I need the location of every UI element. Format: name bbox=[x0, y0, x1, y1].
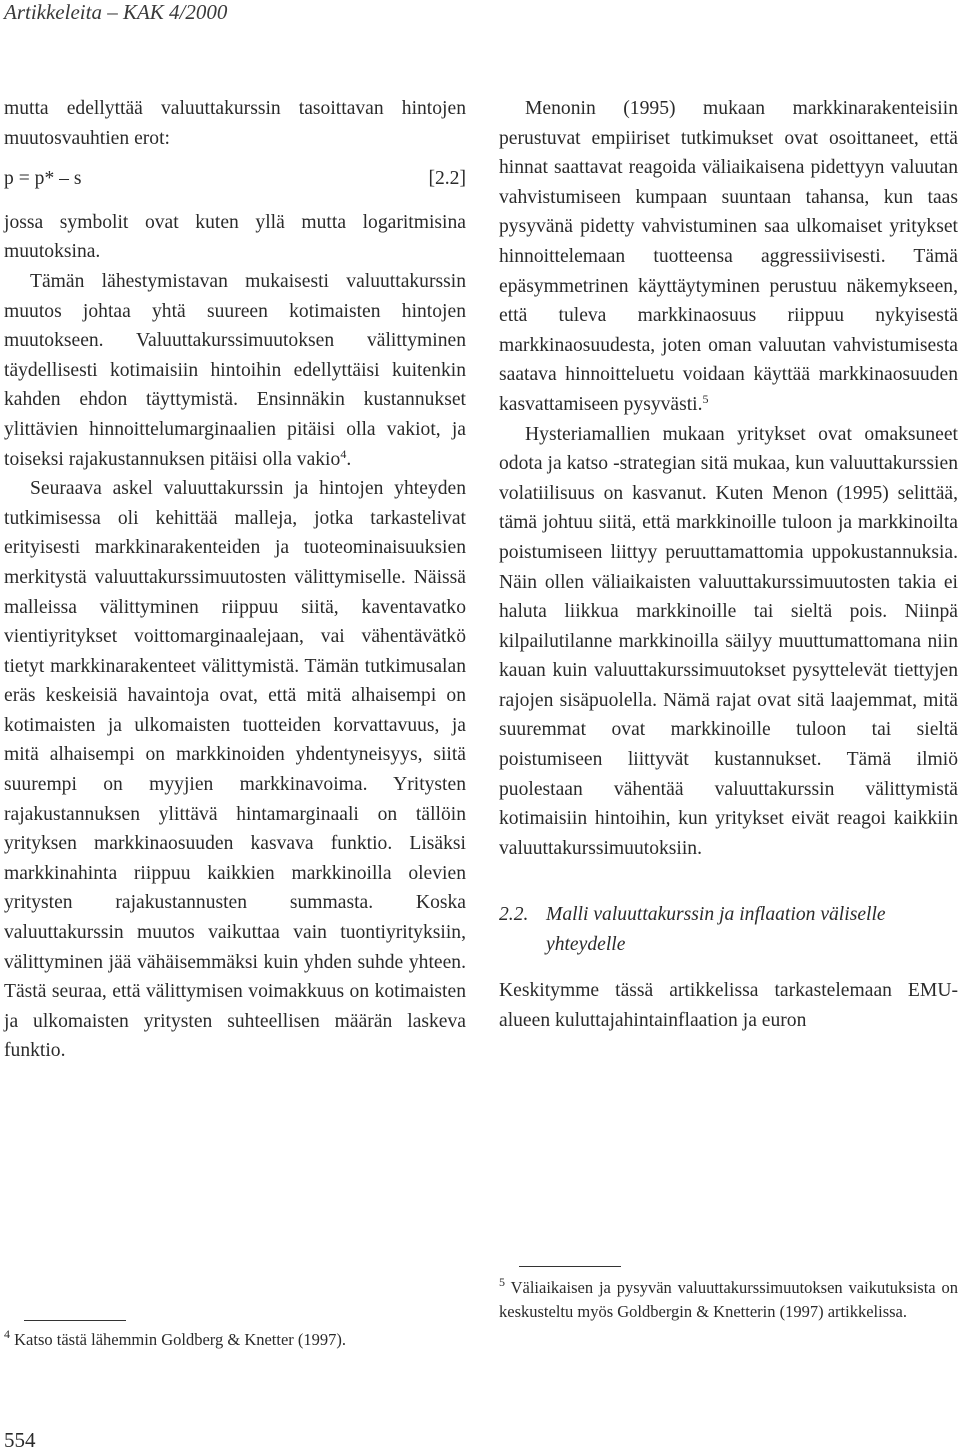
right-paragraph-2: Hysteriamallien mukaan yritykset ovat omaksuneet odota ja katso -strategian sitä mukaa, kun valuuttakurssien volatiilisuus on kasvanut. Kuten Menon (1995) selittää, tämä johtuu siitä, että markkinoille tuloon ja markkinoilta poistumiseen liittyy peruuttamattomia uppokustannuksia. Näin ollen väliaikaisten valuuttakurssimuutosten takia ei haluta liikkua markkinoille tai sieltä pois. Niinpä kilpailutilanne markkinoilla säilyy muuttumattomana niin kauan kuin valuuttakurssimuutokset pysyttelevät tiettyjen rajojen sisäpuolella. Nämä rajat ovat sitä laajemmat, mitä suuremmat ovat markkinoille tuloon tai sieltä poistumiseen liittyvät kustannukset. Tämä ilmiö puolestaan vähentää valuuttakurssin välittymistä kotimaisiin hintoihin, kun yritykset eivät reagoi kaikkiin valuuttakurssimuutoksiin. bbox=[499, 423, 958, 859]
equation-formula: p = p* – s bbox=[4, 168, 82, 190]
left-paragraph-2: jossa symbolit ovat kuten yllä mutta logaritmisina muutoksina. bbox=[4, 211, 466, 263]
footnote-4-mark: 4 bbox=[4, 1327, 10, 1341]
footnote-rule-left bbox=[24, 1320, 126, 1321]
left-column bbox=[4, 94, 466, 1066]
footnote-rule-right bbox=[519, 1266, 621, 1267]
left-paragraph-4: Seuraava askel valuuttakurssin ja hintojen yhteyden tutkimisessa oli kehittää malleja, jotka tarkastelivat erityisesti markkinarakenteiden ja tuoteominaisuuksien merkitystä valuuttakurssimuutosten välittymiselle. Näissä malleissa välittyminen riippuu siitä, kaventavatko vientiyritykset voittomarginaalejaan, vai vähentävätkö tietyt markkinarakenteet välittymistä. Tämän tutkimusalan eräs keskeisiä havaintoja ovat, että mitä alhaisempi on kotimaisten ja ulkomaisten tuotteiden korvattavuus, ja mitä alhaisempi on markkinoiden yhdentyneisyys, siitä suurempi on myyjien markkinavoima. Yritysten rajakustannuksen ylittävä hintamarginaali on tällöin yrityksen markkinaosuuden kasvava funktio. Lisäksi markkinahinta riippuu kaikkien markkinoilla olevien yritysten rajakustannusten summasta. Koska valuuttakurssin muutos vaikuttaa vain tuontiyrityksiin, välittyminen jää vähäisemmäksi kuin yhden suhde yhteen. Tästä seuraa, että välittymisen voimakkuus on kotimaisten ja ulkomaisten yritysten suhteellisen määrän laskeva funktio. bbox=[4, 478, 466, 1062]
footnote-5-text: Väliaikaisen ja pysyvän valuuttakurssimuutoksen vaikutuksista on keskusteltu myös Goldbergin & Knetterin (1997) artikkelissa. bbox=[499, 1278, 959, 1321]
footnote-5 bbox=[499, 1276, 958, 1324]
footnote-5-mark: 5 bbox=[499, 1275, 505, 1289]
equation-2-2 bbox=[4, 164, 466, 194]
equation-number: [2.2] bbox=[428, 168, 466, 190]
footnote-4 bbox=[4, 1328, 466, 1352]
footnote-4-text: Katso tästä lähemmin Goldberg & Knetter (1997). bbox=[14, 1330, 347, 1349]
right-paragraph-3: Keskitymme tässä artikkelissa tarkastelemaan EMU-alueen kuluttajahintainflaation ja euron bbox=[499, 980, 958, 1032]
page-number: 554 bbox=[4, 1428, 36, 1452]
section-number: 2.2. bbox=[499, 904, 529, 926]
left-paragraph-1: mutta edellyttää valuuttakurssin tasoittavan hintojen muutosvauhtien erot: bbox=[4, 98, 466, 149]
right-column bbox=[499, 94, 958, 1036]
left-paragraph-3-text: Tämän lähestymistavan mukaisesti valuuttakurssin muutos johtaa yhtä suureen kotimaisten hintojen muutokseen. Valuuttakurssimuutoksen välittyminen täydellisesti kotimaisiin hintoihin edellyttäisi kuitenkin kahden ehdon täyttymistä. Ensinnäkin kustannukset ylittävien hinnoittelumarginaalien pitäisi olla vakiot, ja toiseksi rajakustannuksen pitäisi olla vakio bbox=[4, 270, 466, 470]
section-heading bbox=[499, 900, 958, 960]
footnote-ref-5: 5 bbox=[702, 391, 709, 406]
right-paragraph-1 bbox=[499, 94, 958, 420]
section-title: Malli valuuttakurssin ja inflaation väliselle yhteydelle bbox=[546, 904, 886, 956]
left-paragraph-3 bbox=[4, 267, 466, 474]
footnote-ref-4: 4 bbox=[340, 446, 347, 461]
left-paragraph-3-end: . bbox=[346, 448, 352, 470]
right-paragraph-1-text: Menonin (1995) mukaan markkinarakenteisiin perustuvat empiiriset tutkimukset ovat osoittaneet, että hinnat saattavat reagoida väliaikaisena pidettyyn valuutan vahvistumiseen kumpaan suuntaan tahansa, kun taas pysyvänä pidetty vahvistuminen saa ulkomaiset yritykset hinnoittelemaan tuotteensa aggressiivisesti. Tämä epäsymmetrinen käyttäytyminen perustuu näkemykseen, että tuleva markkinaosuus riippuu nykyisestä markkinaosuudesta, joten oman valuutan vahvistumisesta saatava hinnoitteluetu voidaan käyttää markkinaosuuden kasvattamiseen pysyvästi. bbox=[499, 98, 958, 415]
running-header: Artikkeleita – KAK 4/2000 bbox=[4, 0, 228, 24]
